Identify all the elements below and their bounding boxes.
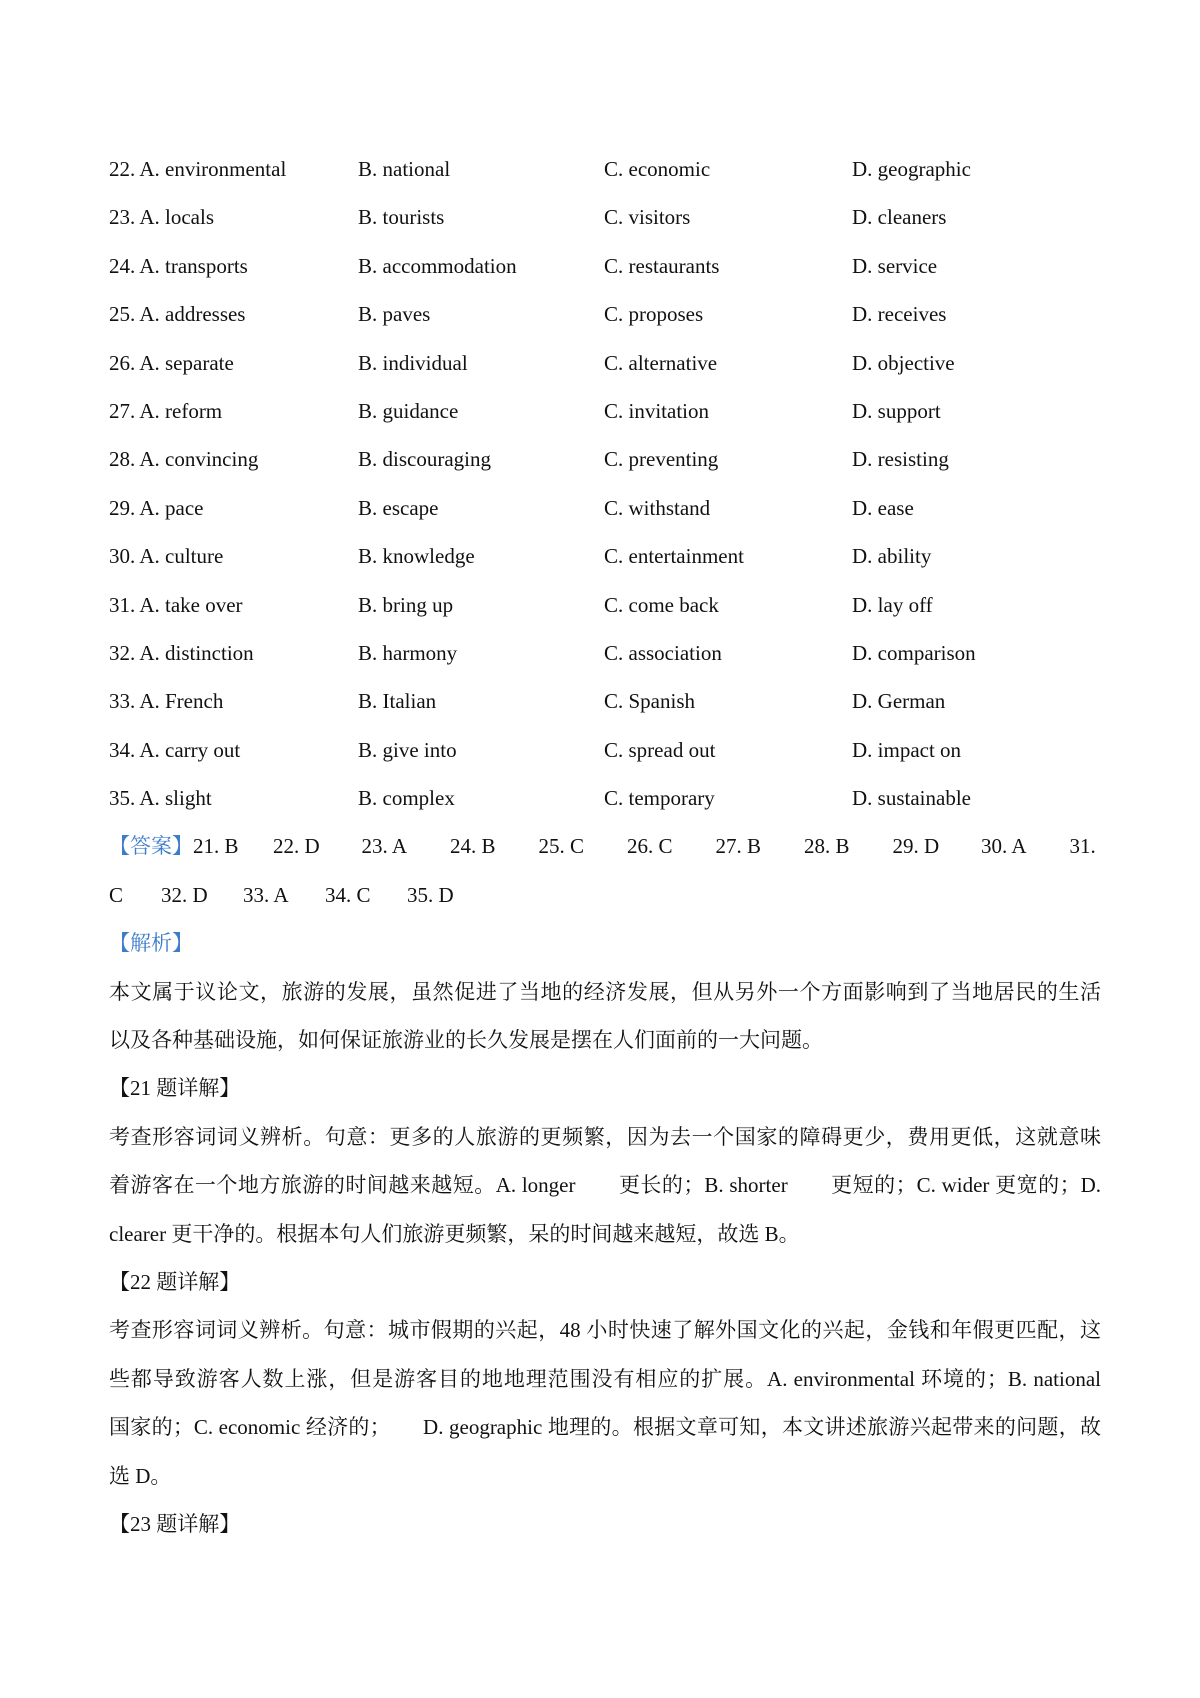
- question-row: [109, 193, 1101, 241]
- option-b: B. national: [358, 157, 451, 181]
- answer-line-2: [109, 871, 1101, 919]
- option-a: 28. A. convincing: [109, 447, 259, 472]
- option-a: 27. A. reform: [109, 398, 223, 423]
- question-row: [109, 290, 1101, 338]
- option-b: B. paves: [358, 302, 431, 327]
- option-b: B. harmony: [358, 640, 458, 665]
- question-row: [109, 339, 1101, 387]
- option-b: B. knowledge: [358, 544, 475, 569]
- option-c: C. proposes: [604, 302, 704, 327]
- option-b: B. complex: [358, 786, 455, 811]
- option-c: C. Spanish: [604, 689, 696, 714]
- option-b: B. tourists: [358, 205, 445, 230]
- option-b: B. give into: [358, 737, 457, 762]
- option-d: D. sustainable: [852, 786, 971, 811]
- answer-item: 33. A: [243, 882, 289, 907]
- option-c: C. entertainment: [604, 544, 744, 569]
- analysis-line: 以及各种基础设施，如何保证旅游业的长久发展是摆在人们面前的一大问题。: [109, 1028, 823, 1053]
- question-row: [109, 484, 1101, 532]
- answer-item: 26. C: [627, 834, 673, 859]
- option-a: 29. A. pace: [109, 495, 204, 520]
- question-row: [109, 435, 1101, 483]
- option-d: D. service: [852, 253, 938, 278]
- option-b: B. bring up: [358, 592, 454, 617]
- option-a: 26. A. separate: [109, 350, 234, 375]
- detail-line: 选 D。: [109, 1463, 172, 1488]
- option-a: 34. A. carry out: [109, 737, 241, 762]
- option-a: 23. A. locals: [109, 205, 214, 230]
- detail-line: 国家的；C. economic 经济的； D. geographic 地理的。根据文章可知，本文讲述旅游兴起带来的问题，故: [109, 1415, 1101, 1440]
- answer-item: 23. A: [361, 834, 408, 859]
- option-b: B. accommodation: [358, 253, 517, 278]
- detail-line: clearer 更干净的。根据本句人们旅游更频繁，呆的时间越来越短，故选 B。: [109, 1221, 800, 1246]
- option-a: 25. A. addresses: [109, 302, 246, 327]
- answer-item: 34. C: [325, 882, 371, 907]
- question-row: [109, 532, 1101, 580]
- answer-item: 25. C: [538, 834, 585, 859]
- option-d: D. geographic: [852, 157, 971, 181]
- detail-line: 着游客在一个地方旅游的时间越来越短。A. longer 更长的；B. shorter 更短的；C. wider 更宽的；D.: [109, 1173, 1101, 1198]
- option-c: C. invitation: [604, 398, 709, 423]
- option-c: C. preventing: [604, 447, 719, 472]
- answer-item: 31.: [1069, 834, 1096, 859]
- option-d: D. lay off: [852, 592, 933, 617]
- analysis-line: 本文属于议论文，旅游的发展，虽然促进了当地的经济发展，但从另外一个方面影响到了当地居民的生活: [109, 979, 1101, 1004]
- answer-item: 35. D: [407, 882, 454, 907]
- answer-line-1: [109, 822, 1101, 870]
- question-row: [109, 242, 1101, 290]
- option-d: D. receives: [852, 302, 947, 327]
- option-d: D. comparison: [852, 640, 976, 665]
- answer-item: 21. B: [193, 834, 239, 859]
- detail-line: 考查形容词词义辨析。句意：更多的人旅游的更频繁，因为去一个国家的障碍更少，费用更低，这就意味: [109, 1124, 1101, 1149]
- option-c: C. economic: [604, 157, 711, 181]
- document-page: [109, 145, 1101, 1548]
- answer-item: 22. D: [273, 834, 320, 859]
- question-row: [109, 387, 1101, 435]
- detail-title: 【23 题详解】: [109, 1511, 241, 1536]
- option-b: B. discouraging: [358, 447, 491, 472]
- option-a: 31. A. take over: [109, 592, 243, 617]
- option-b: B. guidance: [358, 398, 459, 423]
- answer-item: 32. D: [161, 882, 208, 907]
- question-row: [109, 774, 1101, 822]
- answer-label: 【答案】: [109, 834, 193, 859]
- option-c: C. alternative: [604, 350, 718, 375]
- option-b: B. escape: [358, 495, 439, 520]
- analysis-text: [109, 968, 1101, 1065]
- answer-item: 28. B: [804, 834, 850, 859]
- option-a: 30. A. culture: [109, 544, 224, 569]
- option-d: D. ability: [852, 544, 932, 569]
- question-row: [109, 629, 1101, 677]
- option-b: B. Italian: [358, 689, 437, 714]
- answer-item: 30. A: [981, 834, 1027, 859]
- detail-title: 【22 题详解】: [109, 1269, 241, 1294]
- option-a: 33. A. French: [109, 689, 224, 714]
- question-row: [109, 677, 1101, 725]
- answer-item: 24. B: [450, 834, 496, 859]
- question-row: [109, 726, 1101, 774]
- answer-item: C: [109, 882, 124, 907]
- option-a: 24. A. transports: [109, 253, 248, 278]
- option-c: C. restaurants: [604, 253, 720, 278]
- option-c: C. temporary: [604, 786, 715, 811]
- answer-item: 29. D: [892, 834, 940, 859]
- option-a: 22. A. environmental: [109, 157, 287, 181]
- option-a: 32. A. distinction: [109, 640, 254, 665]
- question-details: [109, 1064, 1101, 1548]
- analysis-label: 【解析】: [109, 931, 193, 956]
- option-d: D. ease: [852, 495, 914, 520]
- option-c: C. withstand: [604, 495, 711, 520]
- option-b: B. individual: [358, 350, 468, 375]
- question-row: [109, 145, 1101, 193]
- option-d: D. objective: [852, 350, 955, 375]
- option-c: C. spread out: [604, 737, 716, 762]
- question-row: [109, 581, 1101, 629]
- option-c: C. visitors: [604, 205, 691, 230]
- option-c: C. come back: [604, 592, 719, 617]
- detail-line: 考查形容词词义辨析。句意：城市假期的兴起，48 小时快速了解外国文化的兴起，金钱和年假更匹配，这: [109, 1318, 1101, 1343]
- detail-line: 些都导致游客人数上涨，但是游客目的地地理范围没有相应的扩展。A. environmental 环境的；B. national: [109, 1366, 1101, 1391]
- question-options-list: [109, 145, 1101, 822]
- detail-title: 【21 题详解】: [109, 1076, 241, 1101]
- option-c: C. association: [604, 640, 722, 665]
- answer-item: 27. B: [715, 834, 762, 859]
- option-a: 35. A. slight: [109, 786, 212, 811]
- option-d: D. impact on: [852, 737, 962, 762]
- option-d: D. resisting: [852, 447, 949, 472]
- option-d: D. German: [852, 689, 946, 714]
- option-d: D. cleaners: [852, 205, 947, 230]
- option-d: D. support: [852, 398, 941, 423]
